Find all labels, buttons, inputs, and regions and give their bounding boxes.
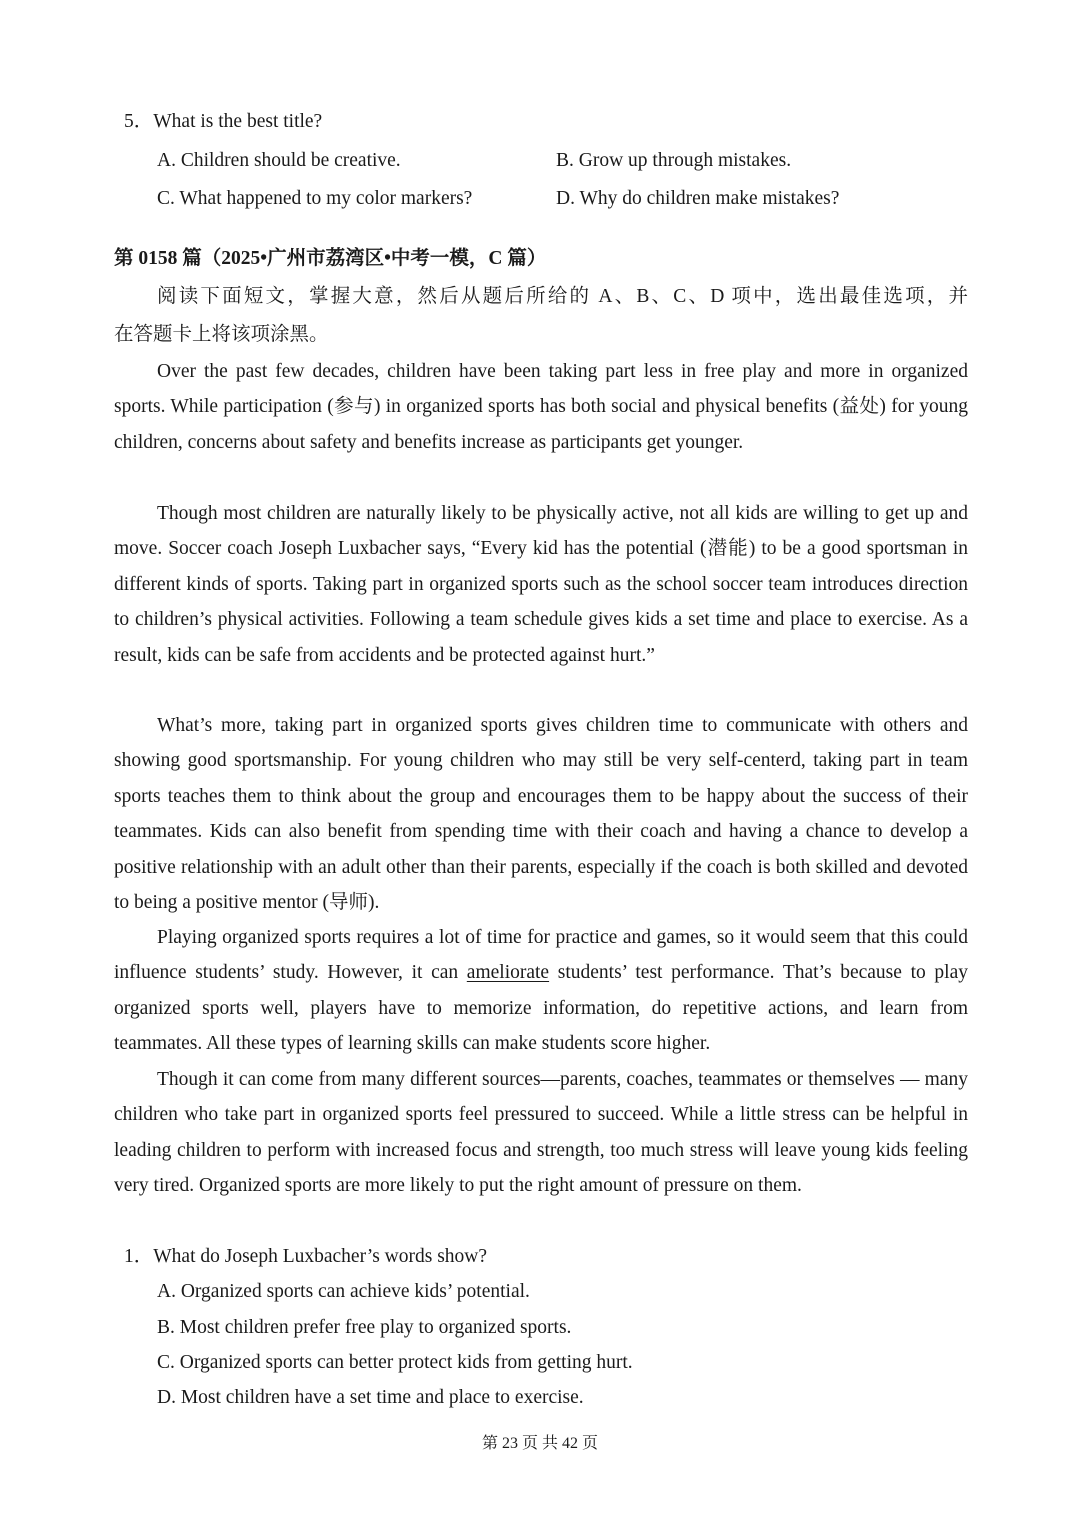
instruction-line-2: 在答题卡上将该项涂黑。 — [114, 324, 329, 345]
question-text: What is the best title? — [153, 111, 323, 132]
passage-paragraph-3: What’s more, taking part in organized sports gives children time to communicate with others and showing good sportsmanship. For young children who may still be very self-centerd, taking part in team sports teaches them to think about the group and encourages them to be happy about the success of their teammates. Kids can also benefit from spending time with their coach and having a chance to develop a positive relationship with an adult other than their parents, especially if the coach is both skilled and devoted to being a positive mentor (导师). — [114, 715, 968, 914]
q1-option-c: C. Organized sports can better protect kids from getting hurt. — [157, 1352, 633, 1373]
passage-paragraph-2: Though most children are naturally likely to be physically active, not all kids are willing to get up and move. Soccer coach Joseph Luxbacher says, “Every kid has the potential (潜能) to be a good sportsman in different kinds of sports. Taking part in organized sports such as the school soccer team introduces direction to children’s physical activities. Following a team schedule gives kids a set time and place to exercise. As a result, kids can be safe from accidents and be protected against hurt.” — [114, 503, 968, 666]
question-text: What do Joseph Luxbacher’s words show? — [153, 1246, 488, 1267]
prev-option-d: D. Why do children make mistakes? — [556, 188, 840, 209]
prev-option-c: C. What happened to my color markers? — [157, 188, 473, 209]
p4-text-after: students’ test performance. That’s because to play organized sports well, players have to memorize information, do repetitive actions, and learn from teammates. All these types of learning skills can make students score higher. — [114, 962, 968, 1055]
instruction-line-1: 阅读下面短文，掌握大意，然后从题后所给的 A、B、C、D 项中，选出最佳选项，并 — [157, 286, 968, 307]
passage-paragraph-4 — [114, 920, 968, 1062]
prev-option-b: B. Grow up through mistakes. — [556, 150, 792, 171]
underlined-word: ameliorate — [466, 962, 550, 984]
passage-paragraph-5: Though it can come from many different sources—parents, coaches, teammates or themselves — many children who take part in organized sports feel pressured to succeed. While a little stress can be helpful in leading children to perform with increased focus and strength, too much stress will leave young kids feeling very tired. Organized sports are more likely to put the right amount of pressure on them. — [114, 1069, 968, 1197]
q1-option-b: B. Most children prefer free play to organized sports. — [157, 1317, 572, 1338]
q1-option-d: D. Most children have a set time and place to exercise. — [157, 1387, 584, 1408]
q1-option-a: A. Organized sports can achieve kids’ potential. — [157, 1281, 530, 1302]
question-number: 1． — [124, 1246, 154, 1267]
section-heading: 第 0158 篇（2025•广州市荔湾区•中考一模，C 篇） — [114, 248, 547, 269]
prev-option-a: A. Children should be creative. — [157, 150, 401, 171]
p4-text-before: Playing organized sports requires a lot of time for practice and games, so it would seem that this could influence students’ study. However, it can — [114, 927, 968, 984]
prev-question-stem — [124, 110, 322, 134]
question-1-stem — [124, 1245, 487, 1269]
page-footer: 第 23 页 共 42 页 — [481, 1435, 598, 1452]
question-number: 5． — [124, 111, 154, 132]
passage-paragraph-1: Over the past few decades, children have been taking part less in free play and more in organized sports. While participation (参与) in organized sports has both social and physical benefits (益处) for young children, concerns about safety and benefits increase as participants get younger. — [114, 361, 968, 453]
